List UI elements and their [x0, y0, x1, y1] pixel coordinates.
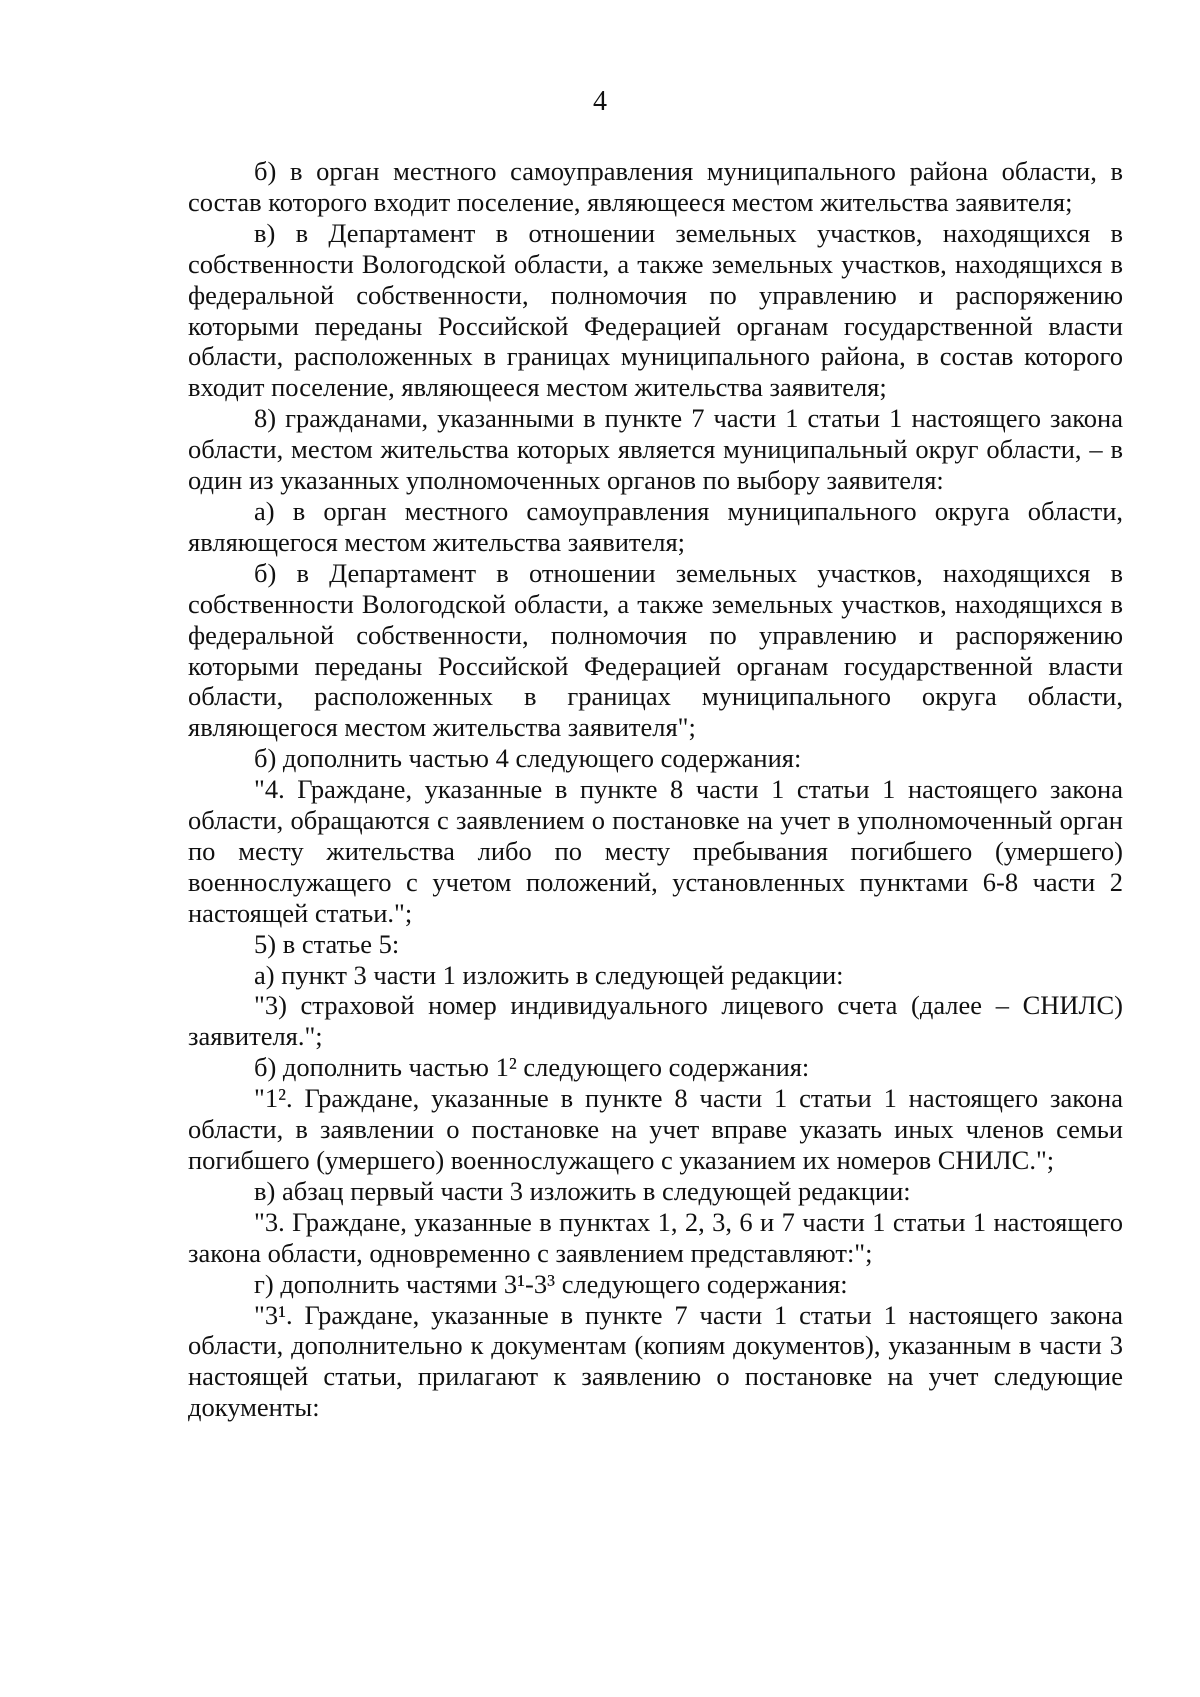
paragraph: "3¹. Граждане, указанные в пункте 7 части 1 статьи 1 настоящего закона области, дополнительно к документам (копиям документов), указанным в части 3 настоящей статьи, прилагают к заявлению о постановке на учет следующие документы:	[188, 1299, 1123, 1423]
document-body	[188, 156, 1123, 1423]
paragraph: в) в Департамент в отношении земельных участков, находящихся в собственности Вологодской области, а также земельных участков, находящихся в федеральной собственности, полномочия по управлению и распоряжению которыми переданы Российской Федерацией органам государственной власти области, расположенных в границах муниципального района, в состав которого входит поселение, являющееся местом жительства заявителя;	[188, 217, 1123, 403]
paragraph: 8) гражданами, указанными в пункте 7 части 1 статьи 1 настоящего закона области, местом жительства которых является муниципальный округ области, – в один из указанных уполномоченных органов по выбору заявителя:	[188, 403, 1123, 496]
paragraph: 5) в статье 5:	[254, 928, 400, 959]
paragraph: г) дополнить частями 3¹-3³ следующего содержания:	[254, 1268, 848, 1299]
paragraph: б) в Департамент в отношении земельных участков, находящихся в собственности Вологодской области, а также земельных участков, находящихся в федеральной собственности, полномочия по управлению и распоряжению которыми переданы Российской Федерацией органам государственной власти области, расположенных в границах муниципального округа области, являющегося местом жительства заявителя";	[188, 557, 1123, 743]
paragraph: б) в орган местного самоуправления муниципального района области, в состав которого входит поселение, являющееся местом жительства заявителя;	[188, 156, 1123, 217]
paragraph: "3) страховой номер индивидуального лицевого счета (далее – СНИЛС) заявителя.";	[188, 990, 1123, 1052]
page-number: 4	[593, 86, 607, 117]
paragraph: "1². Граждане, указанные в пункте 8 части 1 статьи 1 настоящего закона области, в заявлении о постановке на учет вправе указать иных членов семьи погибшего (умершего) военнослужащего с указанием их номеров СНИЛС.";	[188, 1083, 1123, 1175]
paragraph: "4. Граждане, указанные в пункте 8 части 1 статьи 1 настоящего закона области, обращаются с заявлением о постановке на учет в уполномоченный орган по месту жительства либо по месту пребывания погибшего (умершего) военнослужащего с учетом положений, установленных пунктами 6-8 части 2 настоящей статьи.";	[188, 774, 1123, 928]
paragraph: "3. Граждане, указанные в пунктах 1, 2, 3, 6 и 7 части 1 статьи 1 настоящего закона области, одновременно с заявлением представляют:";	[188, 1206, 1123, 1268]
paragraph: а) пункт 3 части 1 изложить в следующей редакции:	[254, 959, 844, 990]
paragraph: б) дополнить частью 4 следующего содержания:	[254, 743, 802, 774]
paragraph: в) абзац первый части 3 изложить в следующей редакции:	[254, 1175, 911, 1206]
paragraph: б) дополнить частью 1² следующего содержания:	[254, 1052, 810, 1083]
paragraph: а) в орган местного самоуправления муниципального округа области, являющегося местом жительства заявителя;	[188, 495, 1123, 557]
